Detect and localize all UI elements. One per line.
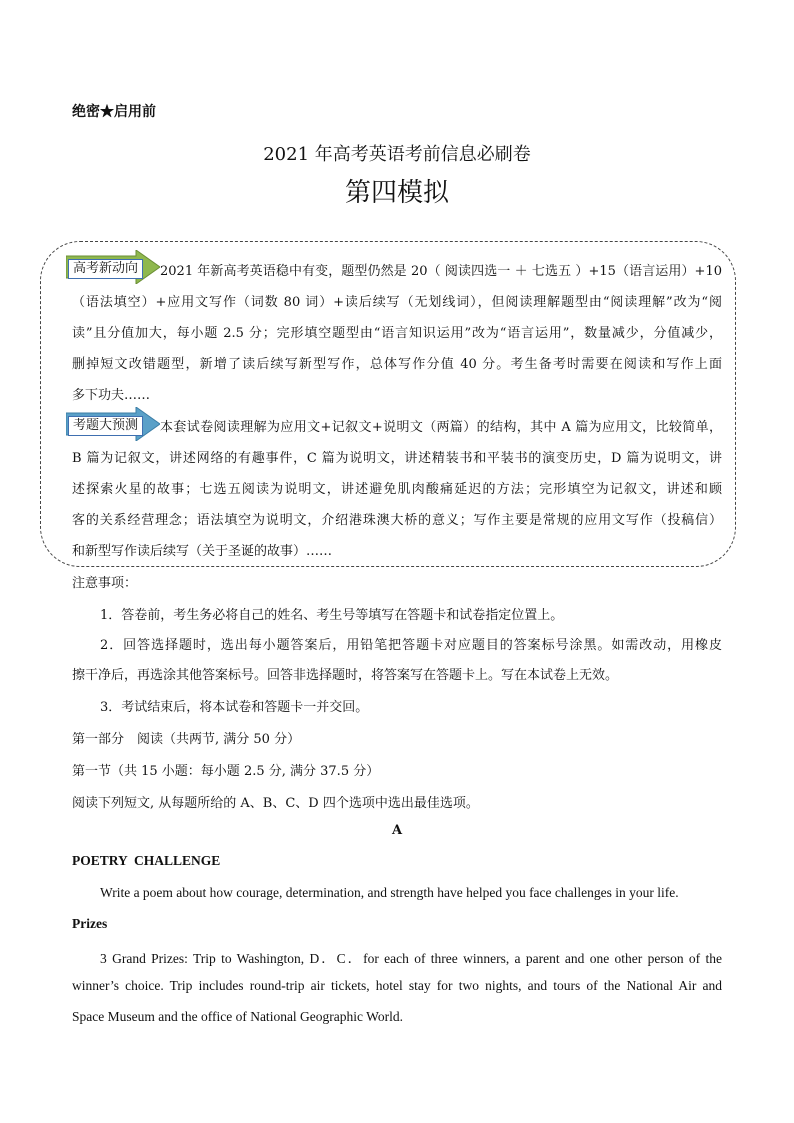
note-item-3: 3．考试结束后，将本试卷和答题卡一并交回。 xyxy=(100,700,369,715)
predict-line-3: 述探索火星的故事；七选五阅读为说明文，讲述避免肌肉酸痛延迟的方法；完形填空为记叙文，讲述和顾 xyxy=(72,482,722,497)
part1-heading: 第一部分 阅读（共两节, 满分 50 分） xyxy=(72,732,301,747)
confidential-label: 绝密★启用前 xyxy=(72,104,156,120)
prize-line-2: winner’s choice. Trip includes round-trip air tickets, hotel stay for two nights, and tours of the National Air and xyxy=(72,978,722,993)
passage-intro: Write a poem about how courage, determination, and strength have helped you face challenges in your life. xyxy=(100,885,679,900)
reading-instruction: 阅读下列短文, 从每题所给的 A、B、C、D 四个选项中选出最佳选项。 xyxy=(72,796,479,811)
note-item-2-line-1: 2．回答选择题时，选出每小题答案后，用铅笔把答题卡对应题目的答案标号涂黑。如需改动，用橡皮 xyxy=(100,638,722,653)
passage-title: POETRY CHALLENGE xyxy=(72,853,221,868)
note-item-2-line-2: 擦干净后，再选涂其他答案标号。回答非选择题时，将答案写在答题卡上。写在本试卷上无效。 xyxy=(72,668,619,683)
trend-line-1: 2021 年新高考英语稳中有变，题型仍然是 20（ 阅读四选一 ＋ 七选五 ）+15（语言运用）+10 xyxy=(160,264,722,279)
trend-tag: 高考新动向 xyxy=(68,259,143,279)
predict-line-4: 客的关系经营理念；语法填空为说明文，介绍港珠澳大桥的意义；写作主要是常规的应用文写作（投稿信） xyxy=(72,513,722,528)
prediction-tag: 考题大预测 xyxy=(68,416,143,436)
trend-line-3: 读”且分值加大，每小题 2.5 分；完形填空题型由“语言知识运用”改为“语言运用”，数量减少，分值减少， xyxy=(72,326,722,341)
trend-line-5: 多下功夫…… xyxy=(72,388,151,403)
trend-line-4: 删掉短文改错题型，新增了读后续写新型写作，总体写作分值 40 分。考生备考时需要在阅读和写作上面 xyxy=(72,357,722,372)
exam-title: 2021 年高考英语考前信息必刷卷 xyxy=(263,144,531,165)
section1-heading: 第一节（共 15 小题：每小题 2.5 分, 满分 37.5 分） xyxy=(72,764,380,779)
predict-line-2: B 篇为记叙文，讲述网络的有趣事件，C 篇为说明文，讲述精装书和平装书的演变历史，D 篇为说明文，讲 xyxy=(72,451,722,466)
predict-line-1: 本套试卷阅读理解为应用文+记叙文+说明文（两篇）的结构，其中 A 篇为应用文，比较简单， xyxy=(160,420,722,435)
note-item-1: 1．答卷前，考生务必将自己的姓名、考生号等填写在答题卡和试卷指定位置上。 xyxy=(100,608,564,623)
predict-line-5: 和新型写作读后续写（关于圣诞的故事）…… xyxy=(72,544,333,559)
prize-line-3: Space Museum and the office of National Geographic World. xyxy=(72,1009,403,1024)
exam-subtitle: 第四模拟 xyxy=(344,178,449,208)
prizes-heading: Prizes xyxy=(72,916,108,931)
prize-line-1: 3 Grand Prizes: Trip to Washington, D．C．for each of three winners, a parent and one other person of the xyxy=(100,951,722,966)
passage-letter: A xyxy=(391,823,403,838)
notes-heading: 注意事项： xyxy=(72,576,138,591)
trend-line-2: （语法填空）+应用文写作（词数 80 词）+读后续写（无划线词），但阅读理解题型由“阅读理解”改为“阅 xyxy=(72,295,722,310)
